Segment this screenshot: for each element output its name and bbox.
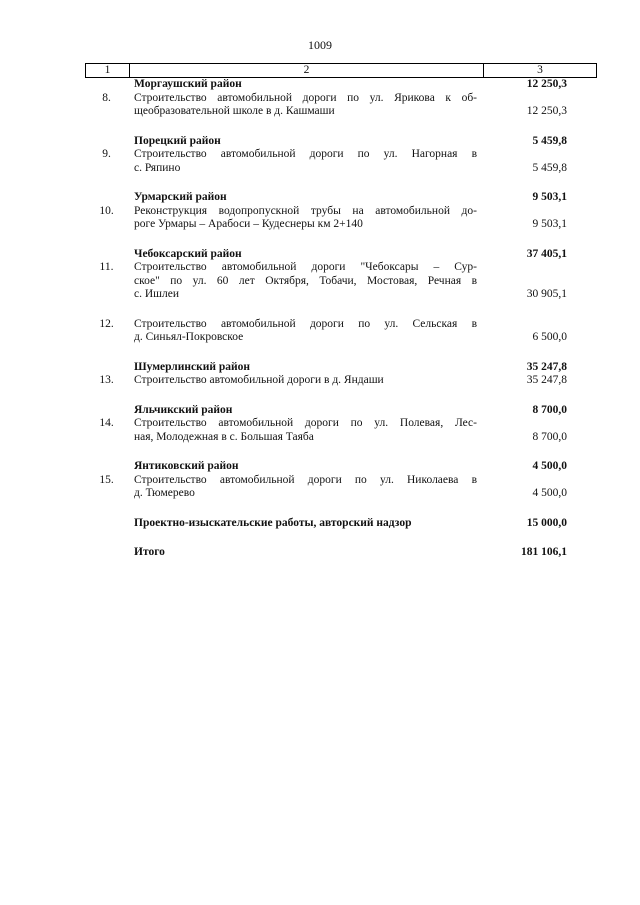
row-amount: 8 700,0 xyxy=(532,430,567,443)
group-spacer xyxy=(85,530,597,546)
row-description xyxy=(134,148,477,175)
description-line: роге Урмары – Арабоси – Кудеснеры км 2+140 xyxy=(134,218,363,230)
row-amount: 4 500,0 xyxy=(532,487,567,499)
table-row xyxy=(85,474,597,501)
table-row xyxy=(85,374,597,388)
grand-total-amount: 181 106,1 xyxy=(521,546,567,558)
district-total: 4 500,0 xyxy=(532,460,567,472)
table-row xyxy=(85,417,597,444)
table-row xyxy=(85,148,597,175)
district-name: Шумерлинский район xyxy=(134,360,250,373)
budget-table xyxy=(85,63,597,560)
table-row xyxy=(85,261,597,302)
district-name: Урмарский район xyxy=(134,191,227,203)
group-spacer xyxy=(85,501,597,517)
district-name: Яльчикский район xyxy=(134,403,233,416)
row-description xyxy=(134,474,477,501)
row-spacer xyxy=(85,302,597,318)
row-number: 15. xyxy=(99,473,114,486)
district-name: Чебоксарский район xyxy=(134,247,242,260)
row-number: 9. xyxy=(102,148,111,160)
district-total: 8 700,0 xyxy=(532,403,567,416)
district-total: 12 250,3 xyxy=(526,78,567,90)
row-description xyxy=(134,318,477,345)
row-amount: 6 500,0 xyxy=(532,331,567,343)
district-total: 37 405,1 xyxy=(526,247,567,260)
description-line: ское" по ул. 60 лет Октября, Тобачи, Мостовая, Речная в xyxy=(134,274,477,287)
table-body xyxy=(85,78,597,560)
design-work-row xyxy=(85,517,597,531)
design-work-amount: 15 000,0 xyxy=(526,516,567,529)
table-header xyxy=(85,63,597,78)
row-number: 8. xyxy=(102,91,111,104)
row-description xyxy=(134,261,477,302)
row-amount: 35 247,8 xyxy=(526,374,567,386)
district-row xyxy=(85,78,597,92)
row-number: 10. xyxy=(99,204,114,217)
description-line: Строительство автомобильной дороги в д. Яндаши xyxy=(134,374,384,386)
group-spacer xyxy=(85,444,597,460)
header-col-1: 1 xyxy=(86,64,130,77)
description-line: Строительство автомобильной дороги по ул. Ярикова к об- xyxy=(134,91,477,104)
description-line: с. Ишлеи xyxy=(134,288,180,300)
group-spacer xyxy=(85,175,597,191)
design-work-label: Проектно-изыскательские работы, авторский надзор xyxy=(134,516,412,529)
district-row xyxy=(85,361,597,375)
district-name: Порецкий район xyxy=(134,134,221,147)
grand-total-label: Итого xyxy=(134,546,165,558)
district-total: 35 247,8 xyxy=(526,360,567,373)
header-col-2: 2 xyxy=(130,64,484,77)
description-line: Строительство автомобильной дороги по ул. Сельская в xyxy=(134,317,477,330)
description-line: Строительство автомобильной дороги "Чебоксары – Сур- xyxy=(134,261,477,273)
row-amount: 30 905,1 xyxy=(526,288,567,300)
district-total: 9 503,1 xyxy=(532,191,567,203)
group-spacer xyxy=(85,345,597,361)
grand-total-row xyxy=(85,546,597,560)
row-description xyxy=(134,92,477,119)
district-name: Янтиковский район xyxy=(134,460,239,472)
header-col-3: 3 xyxy=(537,64,543,76)
row-description xyxy=(134,417,477,444)
description-line: с. Ряпино xyxy=(134,161,181,174)
row-description xyxy=(134,205,477,232)
row-amount: 12 250,3 xyxy=(526,105,567,117)
row-number: 11. xyxy=(99,261,114,273)
row-number: 14. xyxy=(99,417,114,429)
group-spacer xyxy=(85,232,597,248)
row-amount: 5 459,8 xyxy=(532,161,567,174)
description-line: Строительство автомобильной дороги по ул. Нагорная в xyxy=(134,148,477,160)
district-name: Моргаушский район xyxy=(134,78,242,90)
group-spacer xyxy=(85,388,597,404)
description-line: Реконструкция водопропускной трубы на автомобильной до- xyxy=(134,204,477,217)
group-spacer xyxy=(85,119,597,135)
description-line: Строительство автомобильной дороги по ул. Полевая, Лес- xyxy=(134,417,477,429)
district-row xyxy=(85,460,597,474)
table-row xyxy=(85,205,597,232)
description-line: щеобразовательной школе в д. Кашмаши xyxy=(134,105,335,117)
row-number: 12. xyxy=(99,317,114,330)
page-number: 1009 xyxy=(308,38,332,52)
row-description xyxy=(134,374,477,388)
row-number: 13. xyxy=(99,374,114,386)
description-line: ная, Молодежная в с. Большая Таяба xyxy=(134,430,314,443)
district-row xyxy=(85,248,597,262)
district-row xyxy=(85,404,597,418)
description-line: д. Синьял-Покровское xyxy=(134,331,244,343)
district-row xyxy=(85,135,597,149)
description-line: д. Тюмерево xyxy=(134,487,195,499)
district-total: 5 459,8 xyxy=(532,134,567,147)
description-line: Строительство автомобильной дороги по ул. Николаева в xyxy=(134,473,477,486)
district-row xyxy=(85,191,597,205)
table-row xyxy=(85,318,597,345)
table-row xyxy=(85,92,597,119)
row-amount: 9 503,1 xyxy=(532,218,567,230)
